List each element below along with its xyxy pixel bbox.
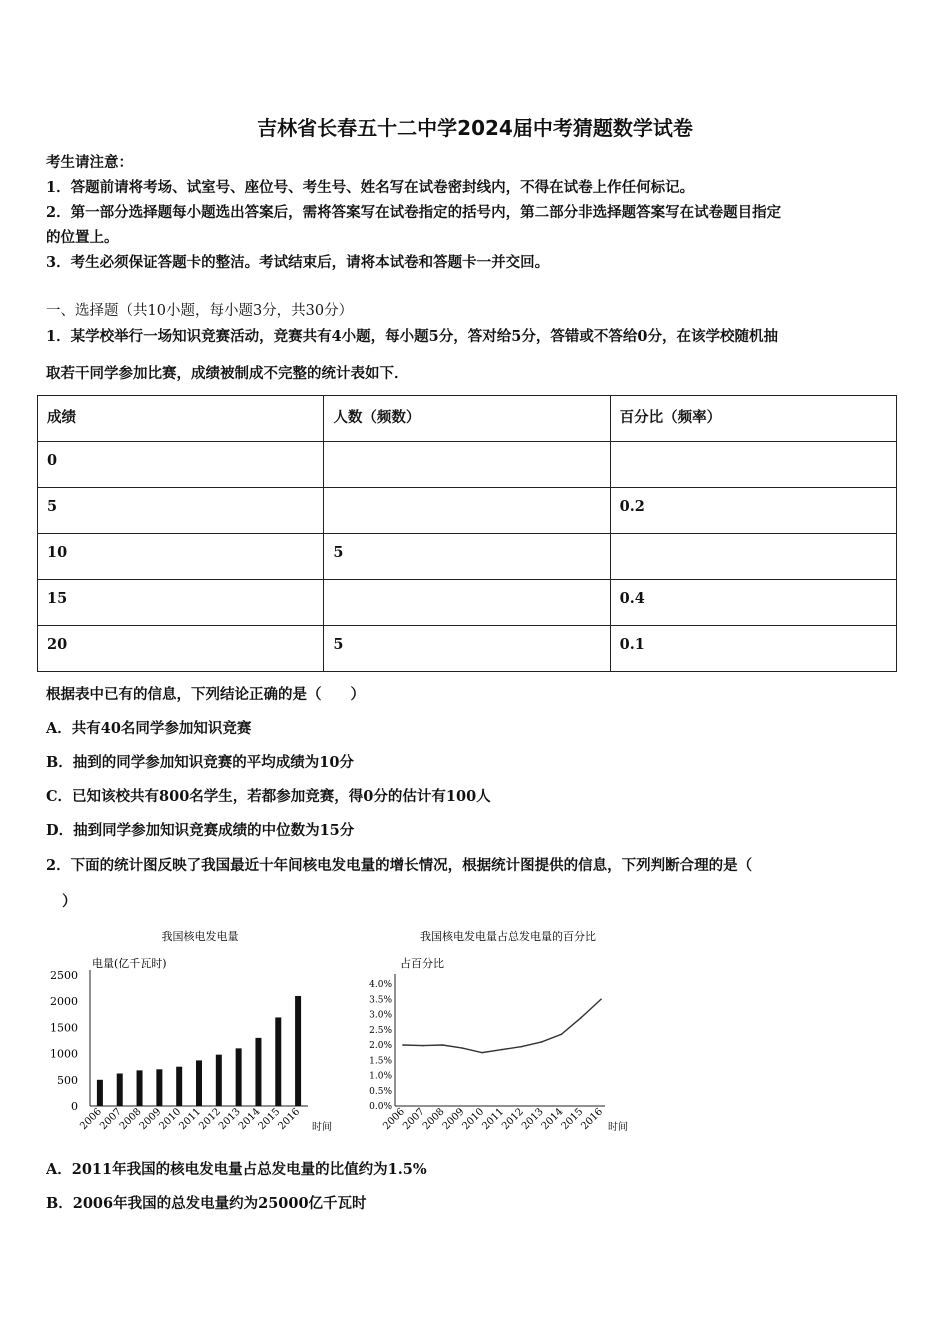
data-point xyxy=(541,1041,543,1043)
y-tick-label: 1500 xyxy=(50,1021,78,1035)
y-tick-label: 2.5% xyxy=(369,1025,392,1036)
data-point xyxy=(462,1047,464,1049)
series-line xyxy=(403,999,601,1052)
data-point xyxy=(600,998,602,1000)
data-point xyxy=(481,1052,483,1054)
x-tick-label: 2013 xyxy=(216,1106,243,1133)
x-tick-label: 2010 xyxy=(460,1106,487,1133)
table-row xyxy=(38,488,897,534)
notice-item-2-cont: 的位置上。 xyxy=(46,229,119,246)
y-axis-label: 占百分比 xyxy=(400,957,444,970)
table-header-row xyxy=(38,396,897,442)
x-tick-label: 2012 xyxy=(500,1106,526,1133)
table-row xyxy=(38,442,897,488)
x-tick-label: 2007 xyxy=(401,1106,427,1133)
x-tick-label: 2014 xyxy=(539,1106,566,1133)
data-point xyxy=(402,1044,404,1046)
y-axis-label: 电量(亿千瓦时) xyxy=(92,957,167,970)
q1-stem-line1: 1．某学校举行一场知识竞赛活动，竞赛共有4小题，每小题5分，答对给5分，答错或不答给0分，在该学校随机抽 xyxy=(46,328,778,345)
x-tick-label: 2012 xyxy=(197,1106,223,1133)
y-tick-label: 1.5% xyxy=(369,1056,392,1067)
table-cell: 0.4 xyxy=(610,580,896,626)
y-tick-label: 3.0% xyxy=(369,1010,392,1021)
table-row xyxy=(38,580,897,626)
table-cell: 10 xyxy=(38,534,324,580)
y-tick-label: 3.5% xyxy=(369,995,392,1006)
q1-option-a: A．共有40名同学参加知识竞赛 xyxy=(46,720,252,737)
q2-stem-line2: ） xyxy=(62,893,77,910)
table-row xyxy=(38,626,897,672)
q2-option-b: B．2006年我国的总发电量约为25000亿千瓦时 xyxy=(46,1195,367,1212)
table-cell: 15 xyxy=(38,580,324,626)
x-tick-label: 2009 xyxy=(137,1106,164,1133)
q2-stem-line1: 2．下面的统计图反映了我国最近十年间核电发电量的增长情况，根据统计图提供的信息，下列判断合理的是（ xyxy=(46,857,753,874)
bar xyxy=(137,1070,143,1106)
y-tick-label: 0.5% xyxy=(369,1086,392,1097)
chart-title: 我国核电发电量 xyxy=(161,930,239,943)
data-point xyxy=(521,1046,523,1048)
section-heading: 一、选择题（共10小题，每小题3分，共30分） xyxy=(46,303,354,319)
table-row xyxy=(38,534,897,580)
notice-item-3: 3．考生必须保证答题卡的整洁。考试结束后，请将本试卷和答题卡一并交回。 xyxy=(46,254,550,271)
bar xyxy=(97,1080,103,1106)
x-tick-label: 2008 xyxy=(420,1106,447,1133)
y-tick-label: 1000 xyxy=(50,1047,78,1061)
x-axis-label: 时间 xyxy=(312,1122,332,1133)
y-tick-label: 500 xyxy=(57,1073,78,1087)
data-point xyxy=(561,1034,563,1036)
table-cell xyxy=(610,534,896,580)
y-tick-label: 4.0% xyxy=(369,980,392,990)
y-tick-label: 0.0% xyxy=(369,1102,392,1112)
table-cell: 5 xyxy=(38,488,324,534)
bar xyxy=(196,1060,202,1106)
bar xyxy=(117,1074,123,1106)
table-header-cell: 人数（频数） xyxy=(324,396,610,442)
q2-option-a: A．2011年我国的核电发电量占总发电量的比值约为1.5% xyxy=(46,1161,427,1178)
q1-option-b: B．抽到的同学参加知识竞赛的平均成绩为10分 xyxy=(46,754,354,771)
nuclear-output-bar-chart xyxy=(40,920,340,1145)
y-tick-label: 1.0% xyxy=(369,1071,392,1082)
x-tick-label: 2006 xyxy=(381,1106,408,1133)
bar xyxy=(176,1067,182,1106)
table-cell: 5 xyxy=(324,534,610,580)
x-axis-label: 时间 xyxy=(608,1122,628,1133)
x-tick-label: 2006 xyxy=(78,1106,105,1133)
bar xyxy=(255,1038,261,1106)
data-point xyxy=(580,1017,582,1019)
bar xyxy=(156,1069,162,1106)
x-tick-label: 2013 xyxy=(519,1106,546,1133)
x-tick-label: 2007 xyxy=(98,1106,124,1133)
bar xyxy=(275,1017,281,1106)
chart-title: 我国核电发电量占总发电量的百分比 xyxy=(420,930,596,943)
x-tick-label: 2014 xyxy=(236,1106,263,1133)
table-cell xyxy=(324,442,610,488)
y-tick-label: 2500 xyxy=(50,969,78,982)
q1-option-c: C．已知该校共有800名学生，若都参加竞赛，得0分的估计有100人 xyxy=(46,788,491,805)
table-cell: 0.1 xyxy=(610,626,896,672)
x-tick-label: 2016 xyxy=(579,1106,606,1133)
x-tick-label: 2009 xyxy=(440,1106,467,1133)
notice-item-2: 2．第一部分选择题每小题选出答案后，需将答案写在试卷指定的括号内，第二部分非选择题答案写在试卷题目指定 xyxy=(46,204,782,221)
notice-heading: 考生请注意： xyxy=(46,154,133,171)
q1-question: 根据表中已有的信息，下列结论正确的是（ ） xyxy=(46,686,365,703)
data-point xyxy=(422,1045,424,1047)
bar xyxy=(295,996,301,1106)
y-tick-label: 0 xyxy=(71,1100,78,1113)
y-tick-label: 2000 xyxy=(50,995,78,1009)
x-tick-label: 2016 xyxy=(276,1106,303,1133)
q1-option-d: D．抽到同学参加知识竞赛成绩的中位数为15分 xyxy=(46,822,355,839)
data-point xyxy=(501,1049,503,1051)
table-cell: 20 xyxy=(38,626,324,672)
table-cell: 0.2 xyxy=(610,488,896,534)
y-tick-label: 2.0% xyxy=(369,1041,392,1051)
table-cell: 0 xyxy=(38,442,324,488)
x-tick-label: 2011 xyxy=(177,1106,204,1133)
table-cell: 5 xyxy=(324,626,610,672)
x-tick-label: 2015 xyxy=(559,1106,586,1133)
table-cell xyxy=(324,488,610,534)
x-tick-label: 2008 xyxy=(117,1106,144,1133)
score-table xyxy=(37,395,897,672)
bar xyxy=(216,1055,222,1106)
table-cell xyxy=(324,580,610,626)
table-header-cell: 成绩 xyxy=(38,396,324,442)
table-header-cell: 百分比（频率） xyxy=(610,396,896,442)
bar xyxy=(236,1048,242,1106)
x-tick-label: 2015 xyxy=(256,1106,283,1133)
q1-stem-line2: 取若干同学参加比赛，成绩被制成不完整的统计表如下． xyxy=(46,365,409,382)
page-title: 吉林省长春五十二中学2024届中考猜题数学试卷 xyxy=(257,116,693,140)
x-tick-label: 2010 xyxy=(157,1106,184,1133)
x-tick-label: 2011 xyxy=(480,1106,507,1133)
notice-item-1: 1．答题前请将考场、试室号、座位号、考生号、姓名写在试卷密封线内，不得在试卷上作任何标记。 xyxy=(46,179,695,196)
nuclear-share-line-chart xyxy=(350,920,640,1145)
data-point xyxy=(442,1044,444,1046)
table-cell xyxy=(610,442,896,488)
